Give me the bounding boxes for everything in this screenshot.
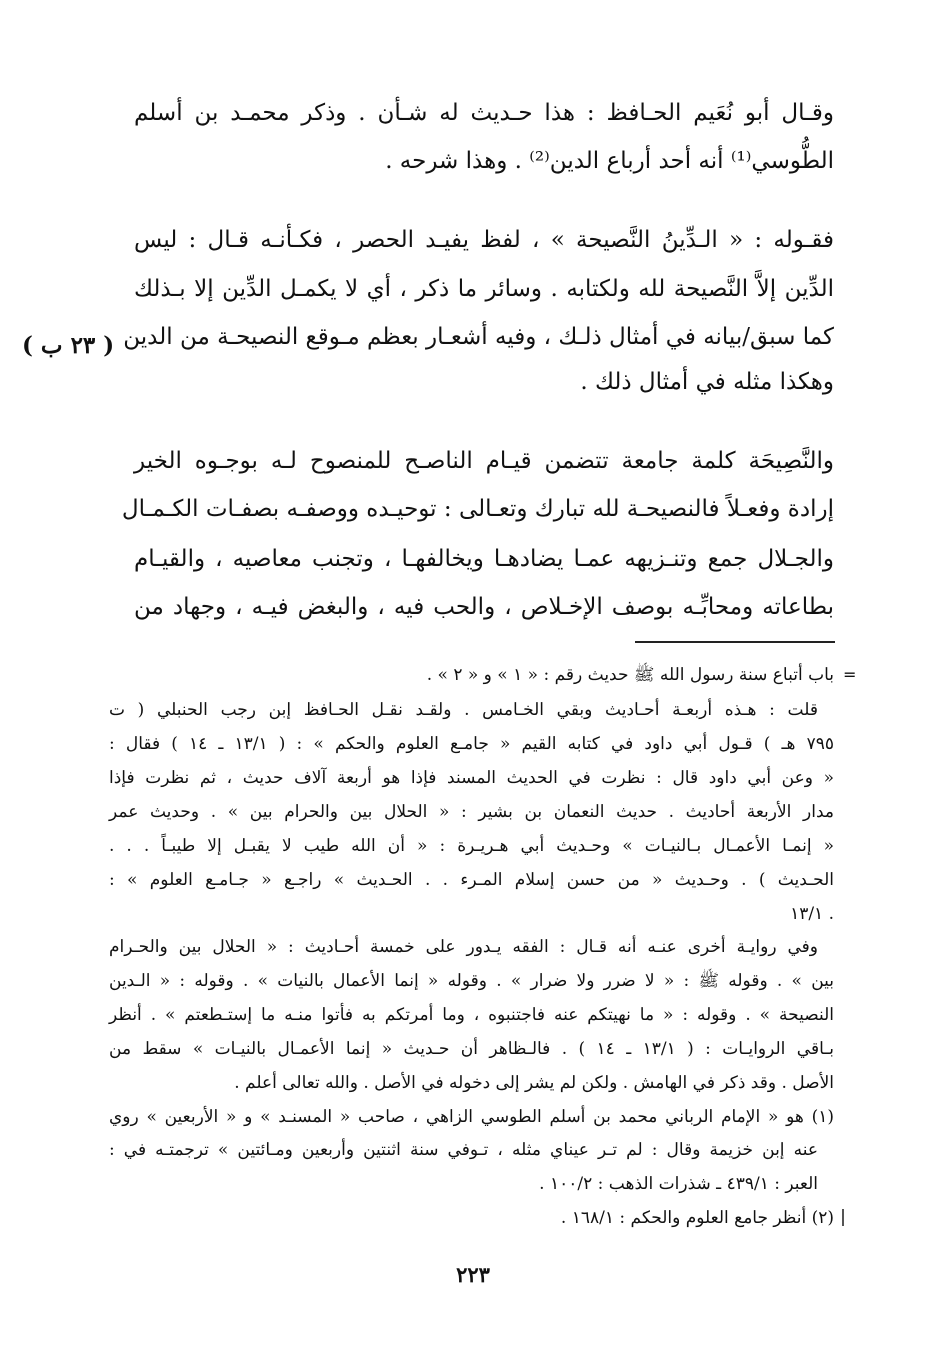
footnote-line: . ١٣/١ [790, 904, 834, 924]
main-text-line: والجـلال جمع وتنـزيهه عمـا يضادهـا ويخالفهـا ، وتجنب معاصيه ، والقيـام [134, 546, 834, 572]
main-text-line: كما سبق/بيانه في أمثال ذلـك ، وفيه أشعـار بعظم مـوقع النصيحـة من الدين [123, 324, 834, 350]
footnote-line: « وعن أبي داود قال : نظرت في الحديث المسند فإذا هو أربعة آلاف حديث ، ثم نظرت فإذا [109, 768, 834, 788]
footnote-1-line: عنه إبن خزيمة وقال : لم تـر عيناي مثله ، تـوفي سنة اثنتين وأربعين ومـائتين » ترجمتـه في : [109, 1140, 818, 1160]
footnote-line: الأصل . وقد ذكر في الهامش . ولكن لم يشر إلى دخوله في الأصل . والله تعالى أعلم . [234, 1073, 834, 1093]
footnote-line: بـاقي الروايـات : ( ١٣/١ ـ ١٤ ) . فالـظاهر أن حـديث « إنما الأعمـال بالنيـات » سقط من [109, 1039, 834, 1059]
main-text-line: بطاعاته ومحابِّـه بوصف الإخـلاص ، والحب فيه ، والبغض فيـه ، وجهاد من [134, 594, 834, 620]
margin-folio-note: ( ٢٣ ب ) [22, 332, 115, 359]
footnote-line: « إنمـا الأعمـال بـالنيـات » وحـديث أبي هـريـرة : « أن الله طيب لا يقبـل إلا طيبـاً . . . [109, 836, 834, 856]
footnote-1-line: (١) هو « الإمام الرباني محمد بن أسلم الطوسي الزاهي ، صاحب « المسنـد » و « الأربعين » روي [109, 1107, 834, 1127]
main-text-line: إرادة وفعـلاً فالنصيحـة لله تبارك وتعـالى : توحيـده ووصفـه بصفـات الكـمـال [121, 496, 834, 522]
footnote-line: الحـديث ) . وحـديث « من حسن إسلام المـرء . . الحـديث » راجـع « جـامـع العلوم » : [109, 870, 834, 890]
main-text-line: وقـال أبو نُعَيم الحـافظ : هذا حـديث له شـأن . وذكر محمـد بن أسلم [134, 100, 834, 126]
page-number: ٢٢٣ [456, 1262, 490, 1287]
footnote-line: النصيحة » . وقوله : « ما نهيتكم عنه فاجتنبوه ، وما أمرتكم به فأتوا منـه ما إستـطعتم » . أنظر [109, 1005, 834, 1025]
margin-bar [842, 1209, 844, 1226]
footnote-line: باب أتباع سنة رسول الله ﷺ حديث رقم : « ١ » و « ٢ » . [426, 665, 834, 685]
main-text-line: والنَّصِيحَة كلمة جامعة تتضمن قيـام الناصـح للمنصوح لـه بوجـوه الخير [134, 448, 834, 474]
main-text-line: وهكذا مثله في أمثال ذلك . [580, 369, 834, 395]
footnote-1-line: العبر : ٤٣٩/١ ـ شذرات الذهب : ١٠٠/٢ . [539, 1174, 818, 1194]
main-text-line: فقـوله : « الـدِّينُ النَّصيحة » ، لفظ يفيـد الحصر ، فكـأنـه قـال : ليس [134, 227, 834, 253]
footnote-separator [635, 641, 835, 643]
main-text-line: الطُّوسي⁽¹⁾ أنه أحد أرباع الدين⁽²⁾ . وهذا شرحه . [385, 148, 834, 174]
main-text-line: الدِّين إلاَّ النَّصيحة لله ولكتابه . وسائر ما ذكر ، أي لا يكمـل الدِّين إلا بـذلك [134, 276, 834, 302]
footnote-continuation-mark: = [843, 665, 857, 684]
footnote-line: ٧٩٥ هـ ) قـول أبي داود في كتابه القيم « جامـع العلوم والحكم » : ( ١٣/١ ـ ١٤ ) فقال : [109, 734, 834, 754]
footnote-line: وفي روايـة أخرى عنـه أنه قـال : الفقه يـدور على خمسة أحـاديث : « الحلال بين والحـرام [109, 937, 818, 957]
footnote-line: مدار الأربعة أحاديث . حديث النعمان بن بشير : « الحلال بين والحرام بين » . وحديث عمر [109, 802, 834, 822]
footnote-2-line: (٢) أنظر جامع العلوم والحكم : ١٦٨/١ . [560, 1208, 834, 1228]
footnote-line: بين » . وقوله ﷺ : « لا ضرر ولا ضرار » . وقوله « إنما الأعمال بالنيات » . وقوله : « الـدين [109, 971, 834, 991]
footnote-line: قلت : هـذه أربعـة أحـاديث وبقي الخـامس . ولقـد نقـل الحـافظ إبن رجب الحنبلي ( ت [109, 700, 818, 720]
